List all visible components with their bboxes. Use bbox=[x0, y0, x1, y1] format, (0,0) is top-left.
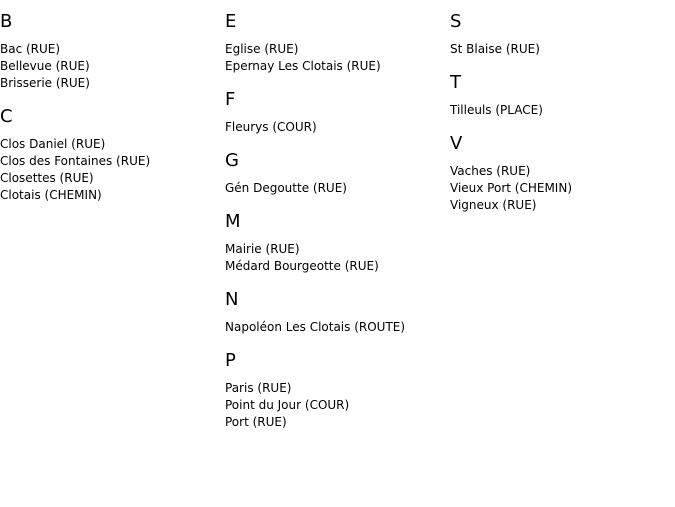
street-column bbox=[450, 11, 670, 228]
letter-heading: P bbox=[225, 350, 236, 371]
letter-section bbox=[225, 150, 445, 197]
street-link[interactable]: Mairie (RUE) bbox=[225, 242, 300, 256]
letter-section bbox=[0, 106, 220, 204]
letter-section bbox=[0, 11, 220, 92]
letter-heading: M bbox=[225, 211, 241, 232]
letter-heading: E bbox=[225, 11, 237, 32]
letter-section bbox=[225, 289, 445, 336]
street-link[interactable]: Clotais (CHEMIN) bbox=[0, 188, 102, 202]
street-link[interactable]: Bac (RUE) bbox=[0, 42, 61, 56]
street-link[interactable]: Vigneux (RUE) bbox=[450, 198, 537, 212]
letter-heading: C bbox=[0, 106, 13, 127]
letter-heading: N bbox=[225, 289, 239, 310]
street-link[interactable]: Port (RUE) bbox=[225, 415, 287, 429]
street-link[interactable]: Point du Jour (COUR) bbox=[225, 398, 350, 412]
letter-heading: T bbox=[450, 72, 461, 93]
street-link[interactable]: Eglise (RUE) bbox=[225, 42, 299, 56]
letter-section bbox=[225, 11, 445, 75]
street-list bbox=[450, 41, 670, 58]
letter-section bbox=[225, 350, 445, 431]
street-link[interactable]: Médard Bourgeotte (RUE) bbox=[225, 259, 379, 273]
street-list bbox=[225, 41, 445, 75]
street-link[interactable]: Napoléon Les Clotais (ROUTE) bbox=[225, 320, 406, 334]
street-list bbox=[225, 119, 445, 136]
letter-heading: G bbox=[225, 150, 239, 171]
letter-section bbox=[450, 133, 670, 214]
letter-heading: B bbox=[0, 11, 13, 32]
letter-section bbox=[225, 211, 445, 275]
street-list bbox=[450, 163, 670, 214]
street-link[interactable]: Closettes (RUE) bbox=[0, 171, 94, 185]
letter-section bbox=[225, 89, 445, 136]
street-link[interactable]: Brisserie (RUE) bbox=[0, 76, 90, 90]
street-link[interactable]: Epernay Les Clotais (RUE) bbox=[225, 59, 381, 73]
street-list bbox=[450, 102, 670, 119]
street-link[interactable]: Gén Degoutte (RUE) bbox=[225, 181, 347, 195]
street-column bbox=[0, 11, 220, 218]
street-link[interactable]: St Blaise (RUE) bbox=[450, 42, 540, 56]
street-link[interactable]: Vieux Port (CHEMIN) bbox=[450, 181, 573, 195]
street-link[interactable]: Clos des Fontaines (RUE) bbox=[0, 154, 151, 168]
letter-heading: F bbox=[225, 89, 236, 110]
street-link[interactable]: Paris (RUE) bbox=[225, 381, 292, 395]
letter-section bbox=[450, 11, 670, 58]
street-list bbox=[225, 380, 445, 431]
street-link[interactable]: Vaches (RUE) bbox=[450, 164, 531, 178]
street-link[interactable]: Bellevue (RUE) bbox=[0, 59, 90, 73]
street-list bbox=[0, 41, 220, 92]
street-list bbox=[225, 180, 445, 197]
street-link[interactable]: Clos Daniel (RUE) bbox=[0, 137, 106, 151]
street-column bbox=[225, 11, 445, 445]
letter-section bbox=[450, 72, 670, 119]
street-link[interactable]: Tilleuls (PLACE) bbox=[450, 103, 543, 117]
street-list bbox=[0, 136, 220, 204]
letter-heading: V bbox=[450, 133, 463, 154]
street-list bbox=[225, 241, 445, 275]
street-list bbox=[225, 319, 445, 336]
street-link[interactable]: Fleurys (COUR) bbox=[225, 120, 317, 134]
letter-heading: S bbox=[450, 11, 462, 32]
